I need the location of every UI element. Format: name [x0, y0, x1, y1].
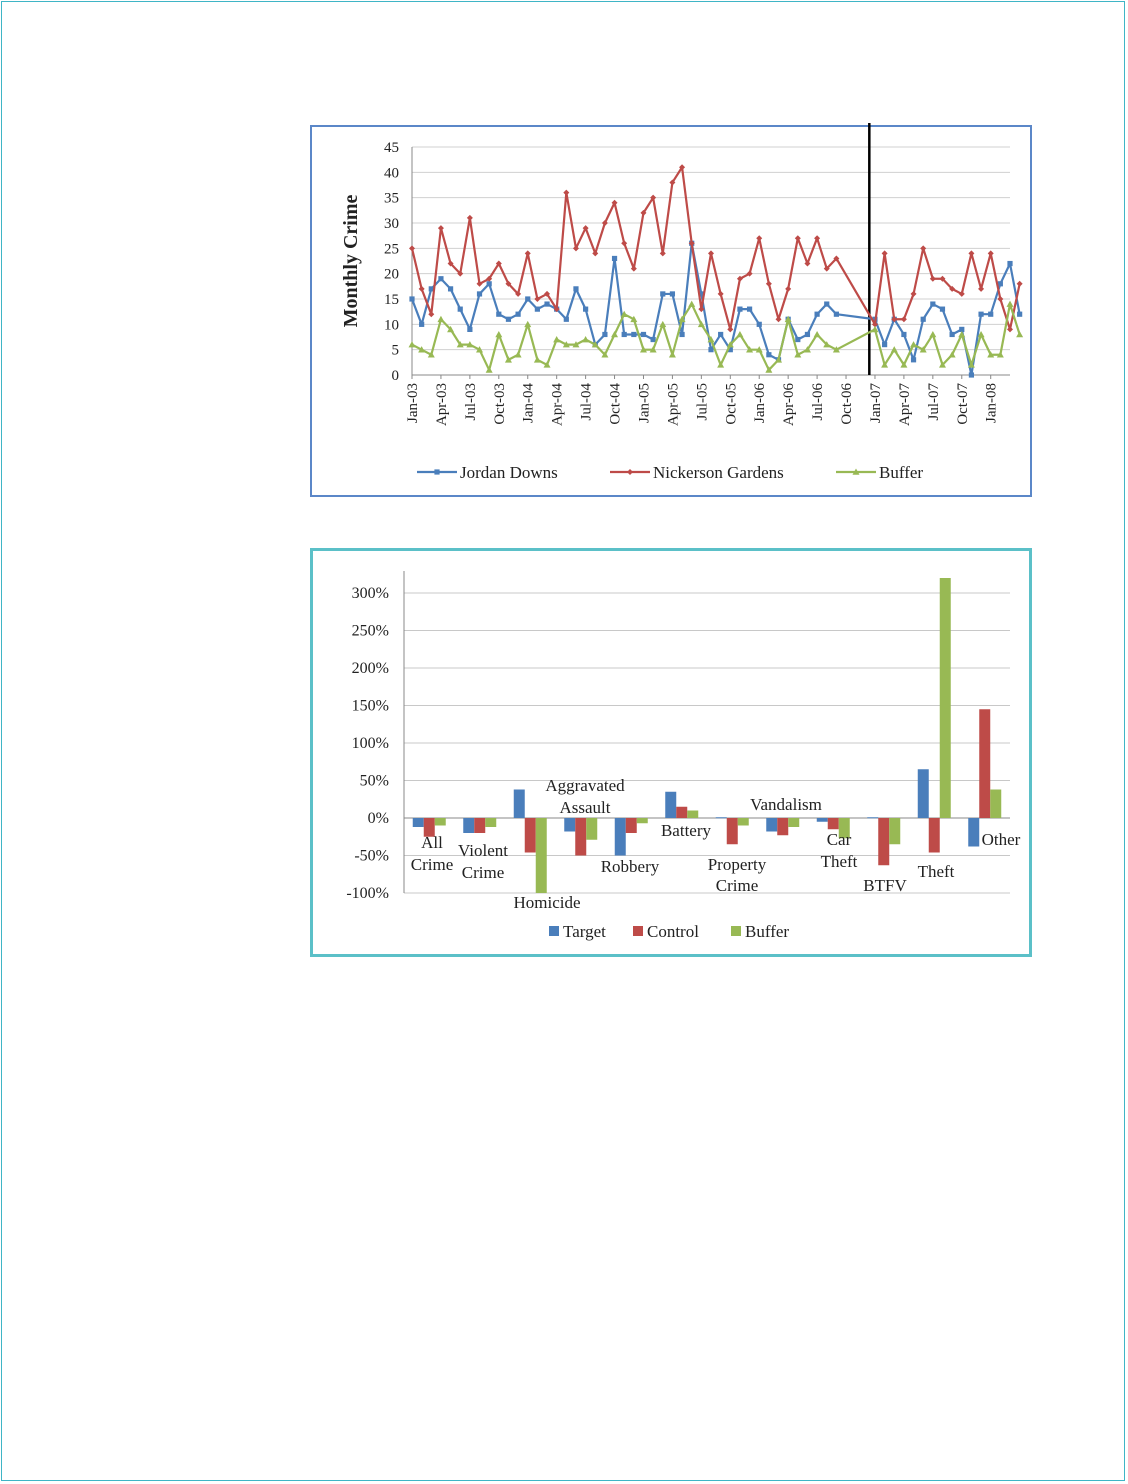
x-tick-label: Jul-06	[810, 383, 827, 421]
data-point	[834, 312, 839, 317]
data-point	[930, 276, 936, 282]
data-point	[670, 291, 675, 296]
series-line	[412, 304, 1020, 370]
legend-swatch	[549, 926, 559, 936]
data-point	[438, 276, 443, 281]
x-tick-label: Apr-06	[781, 383, 798, 427]
x-tick-label: Oct-07	[954, 383, 971, 425]
y-tick-label: 10	[384, 317, 399, 334]
data-point	[708, 347, 713, 352]
data-point	[1017, 312, 1022, 317]
data-point	[795, 337, 800, 342]
data-point	[921, 317, 926, 322]
data-point	[515, 312, 520, 317]
data-point	[756, 235, 762, 241]
y-tick-label: 45	[384, 140, 399, 156]
data-point	[978, 312, 983, 317]
bar	[716, 817, 727, 818]
bar	[940, 578, 951, 818]
bar	[990, 790, 1001, 819]
data-point	[419, 322, 424, 327]
data-point	[477, 291, 482, 296]
y-tick-label: 0%	[367, 810, 389, 827]
y-tick-label: 30	[384, 216, 399, 232]
line-chart	[312, 127, 1030, 495]
data-point	[882, 250, 888, 256]
bar	[687, 811, 698, 819]
y-tick-label: 150%	[351, 697, 389, 715]
bar	[564, 818, 575, 832]
data-point	[766, 281, 772, 287]
data-point	[467, 327, 472, 332]
data-point	[950, 332, 955, 337]
series-buffer	[409, 301, 1024, 373]
category-label: BTFV	[863, 876, 907, 895]
data-point	[997, 296, 1003, 302]
y-tick-label: 15	[384, 292, 399, 308]
data-point	[718, 332, 723, 337]
data-point	[824, 301, 829, 306]
y-tick-label: 20	[384, 266, 399, 283]
data-point	[795, 235, 801, 241]
category-label: Other	[981, 830, 1021, 849]
data-point	[718, 291, 724, 297]
line-chart-panel	[310, 125, 1032, 497]
data-point	[535, 307, 540, 312]
y-tick-label: -50%	[354, 847, 389, 865]
data-point	[988, 312, 993, 317]
legend-label: Target	[563, 922, 606, 941]
x-tick-label: Jan-04	[520, 383, 537, 423]
bar-chart-panel	[310, 548, 1032, 957]
bar	[979, 709, 990, 818]
data-point	[901, 316, 907, 322]
data-point	[515, 351, 522, 357]
y-tick-label: 35	[384, 190, 399, 207]
category-label: Assault	[559, 798, 611, 817]
bar	[766, 818, 777, 832]
bar	[788, 818, 799, 827]
category-label: Battery	[660, 821, 712, 840]
data-point	[747, 307, 752, 312]
legend-swatch	[633, 926, 643, 936]
x-tick-label: Apr-03	[433, 383, 450, 427]
x-tick-label: Oct-06	[839, 383, 856, 425]
y-tick-label: -100%	[346, 885, 389, 902]
data-point	[708, 250, 714, 256]
data-point	[496, 312, 501, 317]
data-point	[486, 366, 493, 372]
data-point	[621, 240, 627, 246]
x-tick-label: Jul-07	[925, 383, 942, 421]
data-point	[1007, 326, 1013, 332]
data-point	[717, 361, 724, 367]
data-point	[1016, 331, 1023, 337]
legend-marker	[434, 469, 439, 474]
data-point	[622, 332, 627, 337]
x-tick-label: Jan-08	[983, 383, 1000, 423]
data-point	[688, 301, 695, 307]
data-point	[911, 357, 916, 362]
data-point	[920, 245, 926, 251]
y-tick-label: 300%	[351, 585, 389, 602]
data-point	[651, 337, 656, 342]
data-point	[978, 286, 984, 292]
legend-label: Buffer	[745, 922, 790, 941]
legend-label: Control	[647, 922, 699, 941]
data-point	[544, 301, 549, 306]
data-point	[553, 336, 560, 342]
data-point	[409, 245, 415, 251]
data-point	[776, 316, 782, 322]
data-point	[458, 307, 463, 312]
bar	[536, 818, 547, 893]
bar-chart	[313, 551, 1029, 954]
data-point	[573, 286, 578, 291]
y-tick-label: 25	[384, 241, 399, 258]
bar	[575, 818, 586, 856]
bar	[474, 818, 485, 833]
bar	[738, 818, 749, 826]
data-point	[419, 286, 425, 292]
data-point	[940, 307, 945, 312]
data-point	[525, 296, 530, 301]
data-point	[805, 332, 810, 337]
y-tick-label: 50%	[359, 772, 389, 790]
data-point	[1017, 281, 1023, 287]
data-point	[968, 250, 974, 256]
x-tick-label: Oct-04	[607, 383, 624, 425]
data-point	[631, 332, 636, 337]
data-point	[611, 331, 618, 337]
data-point	[583, 307, 588, 312]
category-label: Theft	[917, 862, 955, 881]
data-point	[582, 336, 589, 342]
data-point	[901, 332, 906, 337]
data-point	[988, 250, 994, 256]
data-point	[1007, 301, 1014, 307]
data-point	[525, 250, 531, 256]
data-point	[563, 190, 569, 196]
data-point	[437, 316, 444, 322]
bar	[463, 818, 474, 833]
data-point	[949, 351, 956, 357]
bar	[676, 807, 687, 818]
legend-marker	[627, 469, 633, 475]
data-point	[592, 250, 598, 256]
bar	[665, 792, 676, 818]
bar	[777, 818, 788, 835]
bar	[828, 818, 839, 829]
x-tick-label: Jul-04	[578, 383, 595, 421]
category-label: Theft	[820, 852, 858, 871]
data-point	[679, 332, 684, 337]
bar	[889, 818, 900, 844]
data-point	[737, 307, 742, 312]
data-point	[495, 331, 502, 337]
data-point	[930, 301, 935, 306]
category-label: Violent	[458, 841, 508, 860]
bar	[867, 817, 878, 818]
category-label: Vandalism	[750, 795, 822, 814]
series-jordan-downs	[409, 241, 1022, 378]
x-tick-label: Jan-03	[405, 383, 421, 423]
data-point	[929, 331, 936, 337]
data-point	[534, 356, 541, 362]
y-tick-label: 250%	[351, 622, 389, 640]
data-point	[766, 352, 771, 357]
data-point	[641, 332, 646, 337]
data-point	[814, 235, 820, 241]
data-point	[882, 342, 887, 347]
category-label: Robbery	[600, 857, 660, 876]
data-point	[564, 317, 569, 322]
data-point	[602, 332, 607, 337]
bar	[929, 818, 940, 853]
x-tick-label: Apr-04	[549, 383, 566, 427]
bar	[878, 818, 889, 865]
bar	[615, 818, 626, 856]
y-tick-label: 100%	[351, 735, 389, 752]
bar	[817, 818, 828, 822]
category-label: Aggravated	[545, 776, 625, 795]
category-label: Crime	[715, 876, 759, 895]
data-point	[438, 225, 444, 231]
legend-label: Buffer	[879, 463, 924, 482]
category-label: Car	[826, 830, 852, 849]
data-point	[467, 215, 473, 221]
data-point	[911, 291, 917, 297]
y-axis-label: Monthly Crime	[340, 194, 362, 328]
category-label: Homicide	[513, 893, 581, 912]
data-point	[969, 372, 974, 377]
data-point	[736, 331, 743, 337]
bar	[626, 818, 637, 833]
bar	[525, 818, 536, 853]
x-tick-label: Oct-05	[723, 383, 740, 425]
bar	[586, 818, 597, 840]
x-tick-label: Jul-05	[694, 383, 711, 421]
bar	[413, 818, 424, 827]
bar	[514, 790, 525, 819]
legend-swatch	[731, 926, 741, 936]
data-point	[669, 351, 676, 357]
y-tick-label: 5	[391, 342, 399, 359]
data-point	[448, 286, 453, 291]
x-tick-label: Apr-05	[665, 383, 682, 427]
y-tick-label: 0	[391, 368, 399, 384]
x-tick-label: Jan-07	[867, 383, 884, 423]
data-point	[727, 326, 733, 332]
data-point	[487, 281, 492, 286]
data-point	[785, 286, 791, 292]
data-point	[409, 341, 416, 347]
data-point	[814, 312, 819, 317]
data-point	[660, 291, 665, 296]
bar	[918, 769, 929, 818]
data-point	[1007, 261, 1012, 266]
legend-label: Jordan Downs	[460, 463, 558, 482]
data-point	[757, 322, 762, 327]
data-point	[409, 296, 414, 301]
bar	[637, 818, 648, 823]
data-point	[660, 250, 666, 256]
x-tick-label: Jan-05	[636, 383, 653, 423]
data-point	[910, 341, 917, 347]
y-tick-label: 40	[384, 165, 399, 182]
bar	[435, 818, 446, 826]
category-label: Property	[707, 855, 767, 874]
data-point	[612, 256, 617, 261]
x-tick-label: Jul-03	[462, 383, 479, 421]
bar	[485, 818, 496, 827]
category-label: Crime	[410, 855, 454, 874]
data-point	[804, 261, 810, 267]
data-point	[428, 311, 434, 317]
bar	[727, 818, 738, 844]
x-tick-label: Oct-03	[491, 383, 508, 425]
data-point	[506, 317, 511, 322]
data-point	[814, 331, 821, 337]
data-point	[631, 266, 637, 272]
y-tick-label: 200%	[351, 660, 389, 677]
legend-label: Nickerson Gardens	[653, 463, 784, 482]
x-tick-label: Apr-07	[896, 383, 913, 427]
category-label: All	[421, 833, 443, 852]
x-tick-label: Jan-06	[752, 383, 769, 423]
category-label: Crime	[461, 863, 505, 882]
bar	[968, 818, 979, 847]
